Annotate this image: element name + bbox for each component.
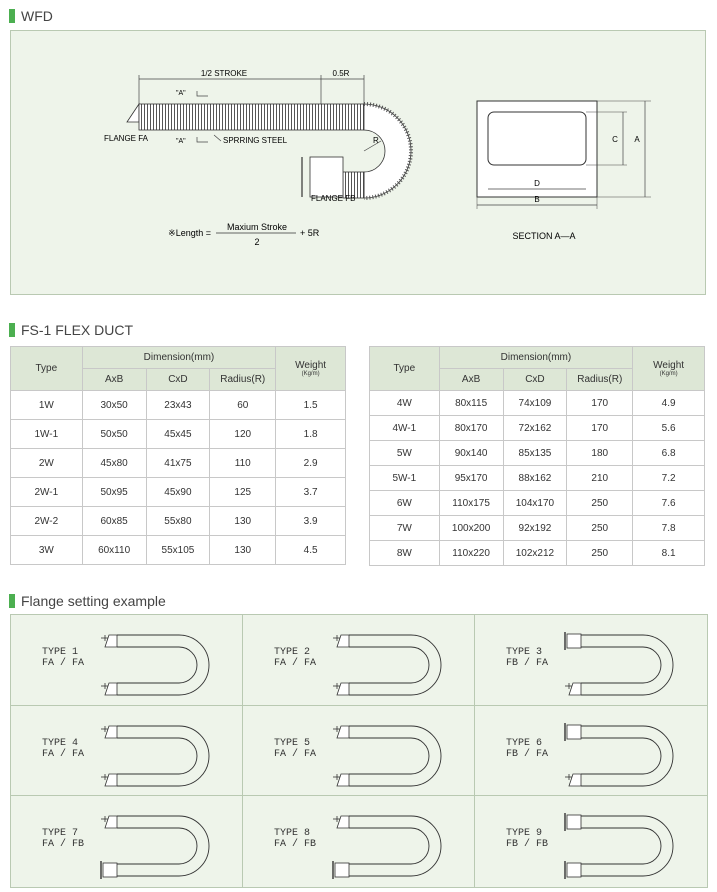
cell-axb: 110x175 — [439, 491, 503, 516]
table-row — [370, 416, 705, 441]
flange-type-cell — [11, 796, 243, 887]
cell-cxd: 45x90 — [146, 478, 210, 507]
type-name: TYPE 1 — [42, 647, 79, 658]
cell-cxd: 104x170 — [503, 491, 567, 516]
header-cxd: CxD — [503, 369, 567, 391]
table-row — [370, 441, 705, 466]
cell-radius: 250 — [567, 491, 633, 516]
u-duct-icon — [555, 623, 685, 703]
cell-axb: 90x140 — [439, 441, 503, 466]
cell-weight: 7.2 — [633, 466, 705, 491]
section-marker — [9, 594, 15, 608]
cell-type: 8W — [370, 541, 440, 566]
type-name: TYPE 5 — [274, 737, 311, 749]
type-setting: FA / FA — [42, 658, 85, 669]
table-row — [11, 478, 346, 507]
flange-type-label — [274, 647, 316, 669]
flange-type-label — [274, 828, 316, 850]
cell-weight: 3.9 — [276, 507, 346, 536]
type-setting: FA / FB — [274, 839, 317, 851]
section-marker — [9, 323, 15, 337]
header-axb: AxB — [439, 369, 503, 391]
cell-radius: 130 — [210, 507, 276, 536]
flange-fa-shape — [127, 104, 139, 122]
cell-axb: 100x200 — [439, 516, 503, 541]
dim-b-label: B — [534, 195, 540, 204]
table-row — [11, 420, 346, 449]
cell-weight: 1.8 — [276, 420, 346, 449]
type-setting: FB / FA — [506, 748, 549, 760]
flange-type-label — [506, 738, 548, 760]
cell-type: 5W — [370, 441, 440, 466]
cell-axb: 30x50 — [82, 391, 146, 420]
table-row — [370, 541, 705, 566]
type-setting: FA / FA — [274, 658, 317, 669]
spring-steel-label: SPRRING STEEL — [223, 136, 288, 145]
half-stroke-label: 1/2 STROKE — [200, 69, 248, 78]
cell-weight: 5.6 — [633, 416, 705, 441]
cell-axb: 80x115 — [439, 391, 503, 416]
cell-axb: 110x220 — [439, 541, 503, 566]
section-title-wfd — [9, 6, 53, 26]
table-row — [11, 391, 346, 420]
section-title-flex-duct — [9, 320, 133, 340]
section-mark-bottom: "A" — [176, 138, 186, 145]
cell-radius: 250 — [567, 516, 633, 541]
cell-type: 1W-1 — [11, 420, 83, 449]
cell-cxd: 55x105 — [146, 536, 210, 565]
type-name: TYPE 2 — [274, 647, 311, 658]
header-weight: Weight (Kg/m) — [633, 347, 705, 391]
cell-weight: 8.1 — [633, 541, 705, 566]
u-duct-icon — [91, 804, 221, 884]
type-name: TYPE 4 — [42, 737, 79, 749]
cell-type: 3W — [11, 536, 83, 565]
u-duct-icon — [323, 714, 453, 794]
type-setting: FA / FA — [42, 748, 85, 760]
table-row — [11, 507, 346, 536]
cell-type: 5W-1 — [370, 466, 440, 491]
cell-cxd: 102x212 — [503, 541, 567, 566]
u-duct-icon — [323, 623, 453, 703]
section-caption: SECTION A—A — [512, 231, 576, 241]
cell-radius: 250 — [567, 541, 633, 566]
flange-type-label — [42, 828, 84, 850]
cell-weight: 6.8 — [633, 441, 705, 466]
flange-fb-shape — [310, 157, 343, 197]
cell-axb: 50x95 — [82, 478, 146, 507]
header-radius: Radius(R) — [210, 369, 276, 391]
cell-type: 4W-1 — [370, 416, 440, 441]
type-name: TYPE 8 — [274, 828, 311, 840]
u-duct-icon — [555, 714, 685, 794]
cell-radius: 125 — [210, 478, 276, 507]
flange-fa-label: FLANGE FA — [104, 134, 149, 143]
table-row — [11, 449, 346, 478]
cell-weight: 4.9 — [633, 391, 705, 416]
cell-cxd: 45x45 — [146, 420, 210, 449]
header-axb: AxB — [82, 369, 146, 391]
cell-axb: 60x85 — [82, 507, 146, 536]
formula-suffix: + 5R — [300, 228, 320, 238]
cell-weight: 7.6 — [633, 491, 705, 516]
cell-radius: 60 — [210, 391, 276, 420]
cell-cxd: 88x162 — [503, 466, 567, 491]
header-type: Type — [11, 347, 83, 391]
header-dimension: Dimension(mm) — [82, 347, 276, 369]
cell-radius: 210 — [567, 466, 633, 491]
cell-radius: 110 — [210, 449, 276, 478]
dim-c-label: C — [612, 135, 618, 144]
flange-type-label — [506, 647, 548, 669]
header-radius: Radius(R) — [567, 369, 633, 391]
u-duct-icon — [91, 623, 221, 703]
dimension-table-left — [10, 346, 346, 565]
header-cxd: CxD — [146, 369, 210, 391]
type-setting: FA / FA — [274, 748, 317, 760]
cell-axb: 95x170 — [439, 466, 503, 491]
flange-type-cell — [475, 796, 707, 887]
cell-cxd: 74x109 — [503, 391, 567, 416]
dimension-table-right — [369, 346, 705, 566]
cell-cxd: 41x75 — [146, 449, 210, 478]
half-r-label: 0.5R — [332, 69, 350, 78]
duct-upper-run — [139, 104, 364, 130]
dim-a-label: A — [634, 135, 640, 144]
flange-type-cell — [243, 796, 475, 887]
cell-axb: 45x80 — [82, 449, 146, 478]
section-title-flange — [9, 591, 166, 611]
table-row — [370, 466, 705, 491]
cell-type: 6W — [370, 491, 440, 516]
cell-radius: 120 — [210, 420, 276, 449]
type-name: TYPE 7 — [42, 828, 79, 840]
cell-axb: 50x50 — [82, 420, 146, 449]
type-name: TYPE 6 — [506, 737, 543, 749]
cell-type: 2W-1 — [11, 478, 83, 507]
type-setting: FB / FA — [506, 658, 549, 669]
flex-duct-diagram — [11, 31, 705, 294]
flange-fb-label: FLANGE FB — [311, 194, 356, 203]
table-row — [370, 516, 705, 541]
flange-type-label — [274, 738, 316, 760]
flange-type-label — [42, 647, 84, 669]
cell-cxd: 92x192 — [503, 516, 567, 541]
cell-cxd: 23x43 — [146, 391, 210, 420]
u-duct-icon — [555, 804, 685, 884]
cell-cxd: 85x135 — [503, 441, 567, 466]
cell-type: 1W — [11, 391, 83, 420]
cell-type: 4W — [370, 391, 440, 416]
flange-type-cell — [475, 615, 707, 706]
cell-radius: 130 — [210, 536, 276, 565]
section-marker — [9, 9, 15, 23]
cell-axb: 60x110 — [82, 536, 146, 565]
radius-label: R — [373, 136, 379, 145]
cell-type: 2W-2 — [11, 507, 83, 536]
cell-weight: 7.8 — [633, 516, 705, 541]
flange-setting-grid — [10, 614, 708, 888]
header-type: Type — [370, 347, 440, 391]
cell-weight: 2.9 — [276, 449, 346, 478]
section-title-text: FS-1 FLEX DUCT — [21, 322, 134, 338]
formula-prefix: ※Length = — [168, 228, 211, 238]
flange-type-cell — [475, 706, 707, 797]
flange-type-cell — [11, 615, 243, 706]
cell-axb: 80x170 — [439, 416, 503, 441]
cell-weight: 4.5 — [276, 536, 346, 565]
cell-radius: 180 — [567, 441, 633, 466]
u-duct-icon — [323, 804, 453, 884]
type-name: TYPE 9 — [506, 828, 543, 840]
type-setting: FA / FB — [42, 839, 85, 851]
section-title-text: WFD — [21, 8, 53, 24]
header-dimension: Dimension(mm) — [439, 347, 633, 369]
header-weight: Weight (Kg/m) — [276, 347, 346, 391]
table-row — [11, 536, 346, 565]
section-mark-top: "A" — [176, 90, 186, 97]
flange-type-label — [506, 828, 548, 850]
cell-radius: 170 — [567, 391, 633, 416]
cell-weight: 3.7 — [276, 478, 346, 507]
type-name: TYPE 3 — [506, 647, 543, 658]
flange-type-label — [42, 738, 84, 760]
formula-numerator: Maxium Stroke — [226, 222, 288, 232]
type-setting: FB / FB — [506, 839, 549, 851]
cell-cxd: 72x162 — [503, 416, 567, 441]
flange-type-cell — [243, 615, 475, 706]
dim-d-label: D — [534, 179, 540, 188]
cell-cxd: 55x80 — [146, 507, 210, 536]
cell-type: 2W — [11, 449, 83, 478]
formula-denominator: 2 — [254, 237, 260, 247]
u-duct-icon — [91, 714, 221, 794]
flange-type-cell — [11, 706, 243, 797]
table-row — [370, 491, 705, 516]
section-title-text: Flange setting example — [21, 593, 166, 609]
cell-radius: 170 — [567, 416, 633, 441]
flange-type-cell — [243, 706, 475, 797]
duct-bend — [364, 104, 411, 198]
cell-weight: 1.5 — [276, 391, 346, 420]
wfd-diagram-panel — [10, 30, 706, 295]
table-row — [370, 391, 705, 416]
cell-type: 7W — [370, 516, 440, 541]
